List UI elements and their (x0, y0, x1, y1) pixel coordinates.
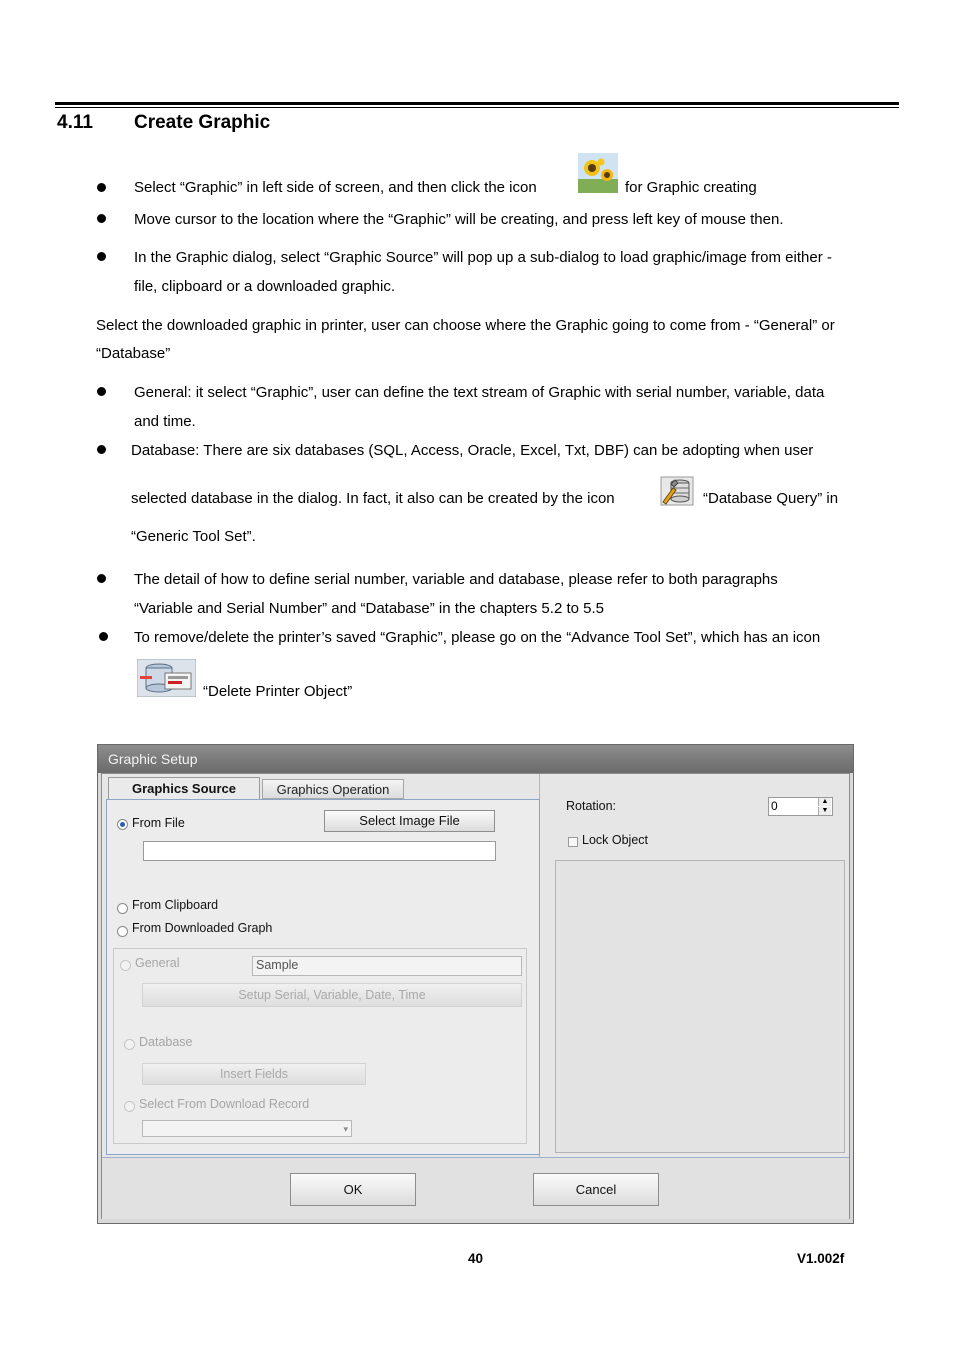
rotation-value: 0 (771, 799, 778, 813)
bullet-text: Move cursor to the location where the “Graphic” will be creating, and press left key of mouse then. (134, 211, 784, 228)
paragraph-line1: Select the downloaded graphic in printer, user can choose where the Graphic going to come from - “General” or (96, 317, 835, 334)
database-label: Database (139, 1035, 193, 1049)
bullet-text-post: for Graphic creating (625, 179, 757, 196)
bullet-dot (97, 574, 106, 583)
radio-selected-dot (120, 822, 125, 827)
download-record-radio[interactable] (124, 1101, 135, 1112)
bullet-text-line2: “Delete Printer Object” (203, 683, 353, 700)
bullet-text-pre: Select “Graphic” in left side of screen, and then click the icon (134, 179, 537, 196)
sunflower-graphic-icon (578, 153, 618, 193)
header-rule-thick (55, 102, 899, 105)
bullet-text-line1: In the Graphic dialog, select “Graphic Source” will pop up a sub-dialog to load graphic/image from either - (134, 249, 832, 266)
chevron-down-icon: ▾ (343, 1124, 348, 1134)
bullet-text-line2: “Variable and Serial Number” and “Database” in the chapters 5.2 to 5.5 (134, 600, 604, 617)
bullet-text-line2-post: “Database Query” in (703, 490, 839, 507)
bullet-text-line3: “Generic Tool Set”. (131, 528, 256, 545)
page-number: 40 (468, 1251, 484, 1266)
graphics-source-panel (106, 799, 540, 1155)
graphic-setup-dialog (97, 744, 854, 1224)
from-downloaded-label: From Downloaded Graph (132, 921, 273, 935)
from-clipboard-label: From Clipboard (132, 898, 219, 912)
bullet-dot (97, 252, 106, 261)
bullet-text-line2: file, clipboard or a downloaded graphic. (134, 278, 395, 295)
bullet-dot (97, 183, 106, 192)
select-image-file-button[interactable]: Select Image File (324, 810, 495, 832)
bullet-dot (97, 387, 106, 396)
tab-graphics-source[interactable]: Graphics Source (108, 777, 260, 799)
from-clipboard-radio[interactable] (117, 903, 128, 914)
from-downloaded-radio[interactable] (117, 926, 128, 937)
dialog-titlebar (98, 745, 853, 773)
database-query-icon (659, 476, 695, 506)
bullet-text-line2: and time. (134, 413, 196, 430)
bullet-text (134, 173, 537, 202)
lock-object-checkbox[interactable] (568, 837, 578, 847)
bullet-text-line1: The detail of how to define serial number, variable and database, please refer to both paragraphs (134, 571, 778, 588)
spin-up-icon[interactable]: ▲ (818, 798, 831, 806)
spin-down-icon[interactable]: ▼ (818, 807, 831, 815)
from-file-label: From File (132, 816, 185, 830)
tab-graphics-operation[interactable]: Graphics Operation (262, 779, 404, 799)
downloaded-options-group (113, 948, 527, 1144)
dialog-button-bar (102, 1157, 849, 1219)
bullet-dot (97, 445, 106, 454)
database-radio[interactable] (124, 1039, 135, 1050)
bullet-dot (99, 632, 108, 641)
delete-printer-object-icon (137, 659, 196, 697)
from-file-radio[interactable] (117, 819, 128, 830)
bullet-dot (97, 214, 106, 223)
rotation-label: Rotation: (566, 799, 617, 813)
cancel-button[interactable]: Cancel (533, 1173, 659, 1206)
paragraph-line2: “Database” (96, 345, 171, 362)
dialog-title: Graphic Setup (108, 751, 198, 767)
bullet-text-line1: To remove/delete the printer’s saved “Graphic”, please go on the “Advance Tool Set”, which has an icon (134, 629, 821, 646)
general-value-field[interactable]: Sample (252, 956, 522, 976)
bullet-text-line1: Database: There are six databases (SQL, Access, Oracle, Excel, Txt, DBF) can be adopting when user (131, 442, 814, 459)
general-radio[interactable] (120, 960, 131, 971)
download-record-select[interactable] (142, 1120, 352, 1137)
bullet-text-line1: General: it select “Graphic”, user can define the text stream of Graphic with serial number, variable, data (134, 384, 825, 401)
section-title: Create Graphic (134, 112, 271, 133)
ok-button[interactable]: OK (290, 1173, 416, 1206)
lock-object-label: Lock Object (582, 833, 649, 847)
document-version: V1.002f (797, 1251, 845, 1266)
insert-fields-button[interactable]: Insert Fields (142, 1063, 366, 1085)
bullet-text-line2-pre: selected database in the dialog. In fact, it also can be created by the icon (131, 490, 615, 507)
setup-serial-button[interactable]: Setup Serial, Variable, Date, Time (142, 983, 522, 1007)
header-rule-thin (55, 107, 899, 108)
download-record-label: Select From Download Record (139, 1097, 310, 1111)
graphic-preview-area (555, 860, 845, 1153)
dialog-client (101, 773, 850, 1219)
general-label: General (135, 956, 180, 970)
section-number: 4.11 (57, 112, 93, 133)
file-path-field[interactable] (143, 841, 496, 861)
rotation-spinner[interactable] (768, 797, 833, 816)
